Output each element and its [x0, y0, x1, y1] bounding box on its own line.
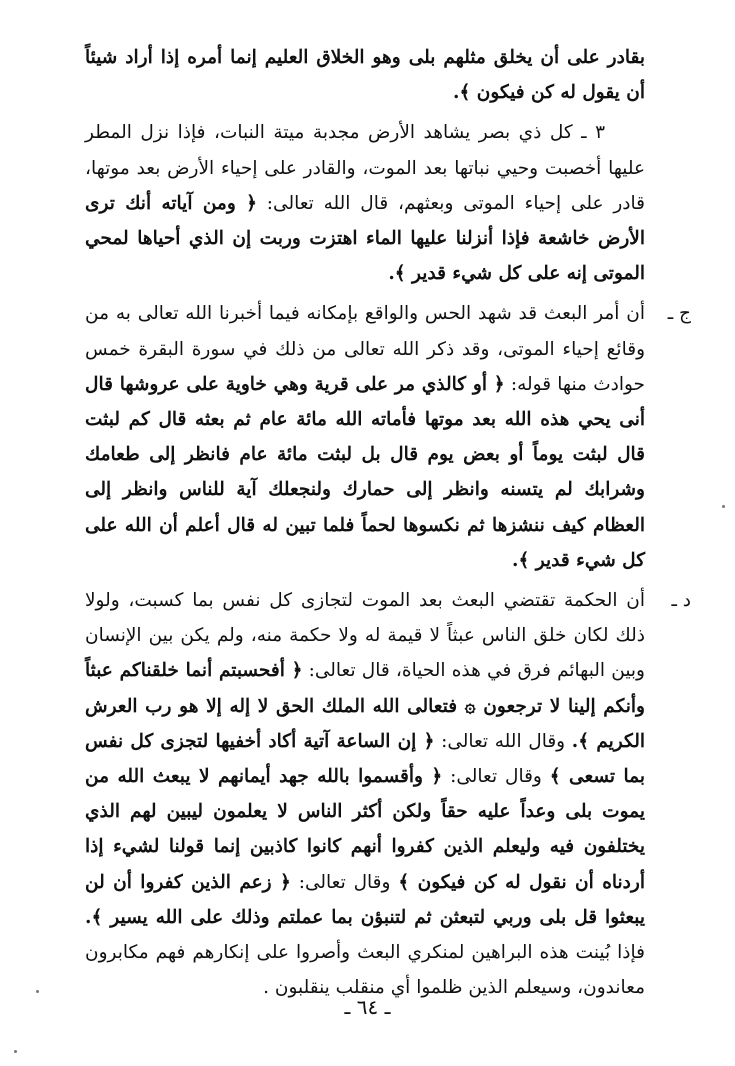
paragraph-continuation [85, 40, 645, 110]
paragraph-text: فإذا بُينت هذه البراهين لمنكري البعث وأصروا على إنكارهم فهم مكابرون معاندون، وسيعلم الذين ظلموا أي منقلب ينقلبون . [85, 942, 645, 999]
paragraph-text: أن الحكمة تقتضي البعث بعد الموت لتجازى كل نفس بما كسبت، ولولا ذلك لكان خلق الناس عبثاً لا قيمة له ولا حكمة منه، ولم يكن بين الإنسان وبين البهائم فرق في هذه الحياة، قال تعالى: [85, 590, 645, 682]
item-marker: د ـ [671, 590, 691, 612]
quran-verse: ﴿ زعم الذين كفروا أن لن يبعثوا قل بلى وربي لتبعثن ثم لتنبؤن بما عملتم وذلك على الله يسير ﴾. [85, 871, 645, 928]
quran-verse: ﴿ أفحسبتم أنما خلقناكم عبثاً وأنكم إلينا لا ترجعون ۞ فتعالى الله الملك الحق لا إله إلا هو رب العرش الكريم ﴾. [85, 660, 645, 752]
quran-verse: ﴿ إن الساعة آتية أكاد أخفيها لتجزى كل نفس بما تسعى ﴾ [85, 730, 645, 788]
quran-verse: بقادر على أن يخلق مثلهم بلى وهو الخلاق العليم إنما أمره إذا أراد شيئاً أن يقول له كن فيكون ﴾. [85, 47, 645, 104]
page-number: ـ ٦٤ ـ [344, 995, 391, 1019]
paragraph-text: ٣ ـ كل ذي بصر يشاهد الأرض مجدبة ميتة النبات، فإذا نزل المطر عليها أخصبت وحيي نباتها بعد الموت، والقادر على إحياء الأرض بعد موتها، قادر على إحياء الموتى وبعثهم، قال الله تعالى: [85, 122, 645, 214]
paragraph-text: وقال تعالى: [442, 766, 550, 788]
paragraph-text: وقال الله تعالى: [434, 730, 572, 752]
scan-speck [36, 990, 39, 993]
scan-speck [14, 1050, 17, 1053]
item-jim [85, 296, 691, 578]
item-marker: ج ـ [667, 303, 691, 325]
quran-verse: ﴿ أو كالذي مر على قرية وهي خاوية على عروشها قال أنى يحي هذه الله بعد موتها فأماته الله مائة عام ثم بعثه قال كم لبثت قال لبثت يوماً أو بعض يوم قال بل لبثت مائة عام فانظر إلى طعامك وشرابك لم يتسنه وانظر إلى حمارك ولنجعلك آية للناس وانظر إلى العظام كيف ننشزها ثم نكسوها لحماً فلما تبين له قال أعلم أن الله على كل شيء قدير ﴾. [85, 373, 645, 571]
paragraph-text: وقال تعالى: [290, 871, 399, 893]
scan-speck [722, 505, 725, 508]
paragraph-text: أن أمر البعث قد شهد الحس والواقع بإمكانه فيما أخبرنا الله تعالى به من وقائع إحياء الموتى، وقد ذكر الله تعالى من ذلك في سورة البقرة خمس حوادث منها قوله: [85, 303, 645, 395]
paragraph-point-3 [85, 115, 645, 291]
quran-verse: ﴿ ومن آياته أنك ترى الأرض خاشعة فإذا أنزلنا عليها الماء اهتزت وربت إن الذي أحياها لمحي الموتى إنه على كل شيء قدير ﴾. [85, 192, 645, 285]
item-dal [85, 583, 691, 1005]
page-body [85, 40, 691, 1010]
quran-verse: ﴿ وأقسموا بالله جهد أيمانهم لا يبعث الله من يموت بلى وعداً عليه حقاً ولكن أكثر الناس لا يعلمون ليبين لهم الذي يختلفون فيه وليعلم الذين كفروا أنهم كانوا كاذبين إنما قولنا لشيء إذا أردناه أن نقول له كن فيكون ﴾ [85, 766, 645, 893]
